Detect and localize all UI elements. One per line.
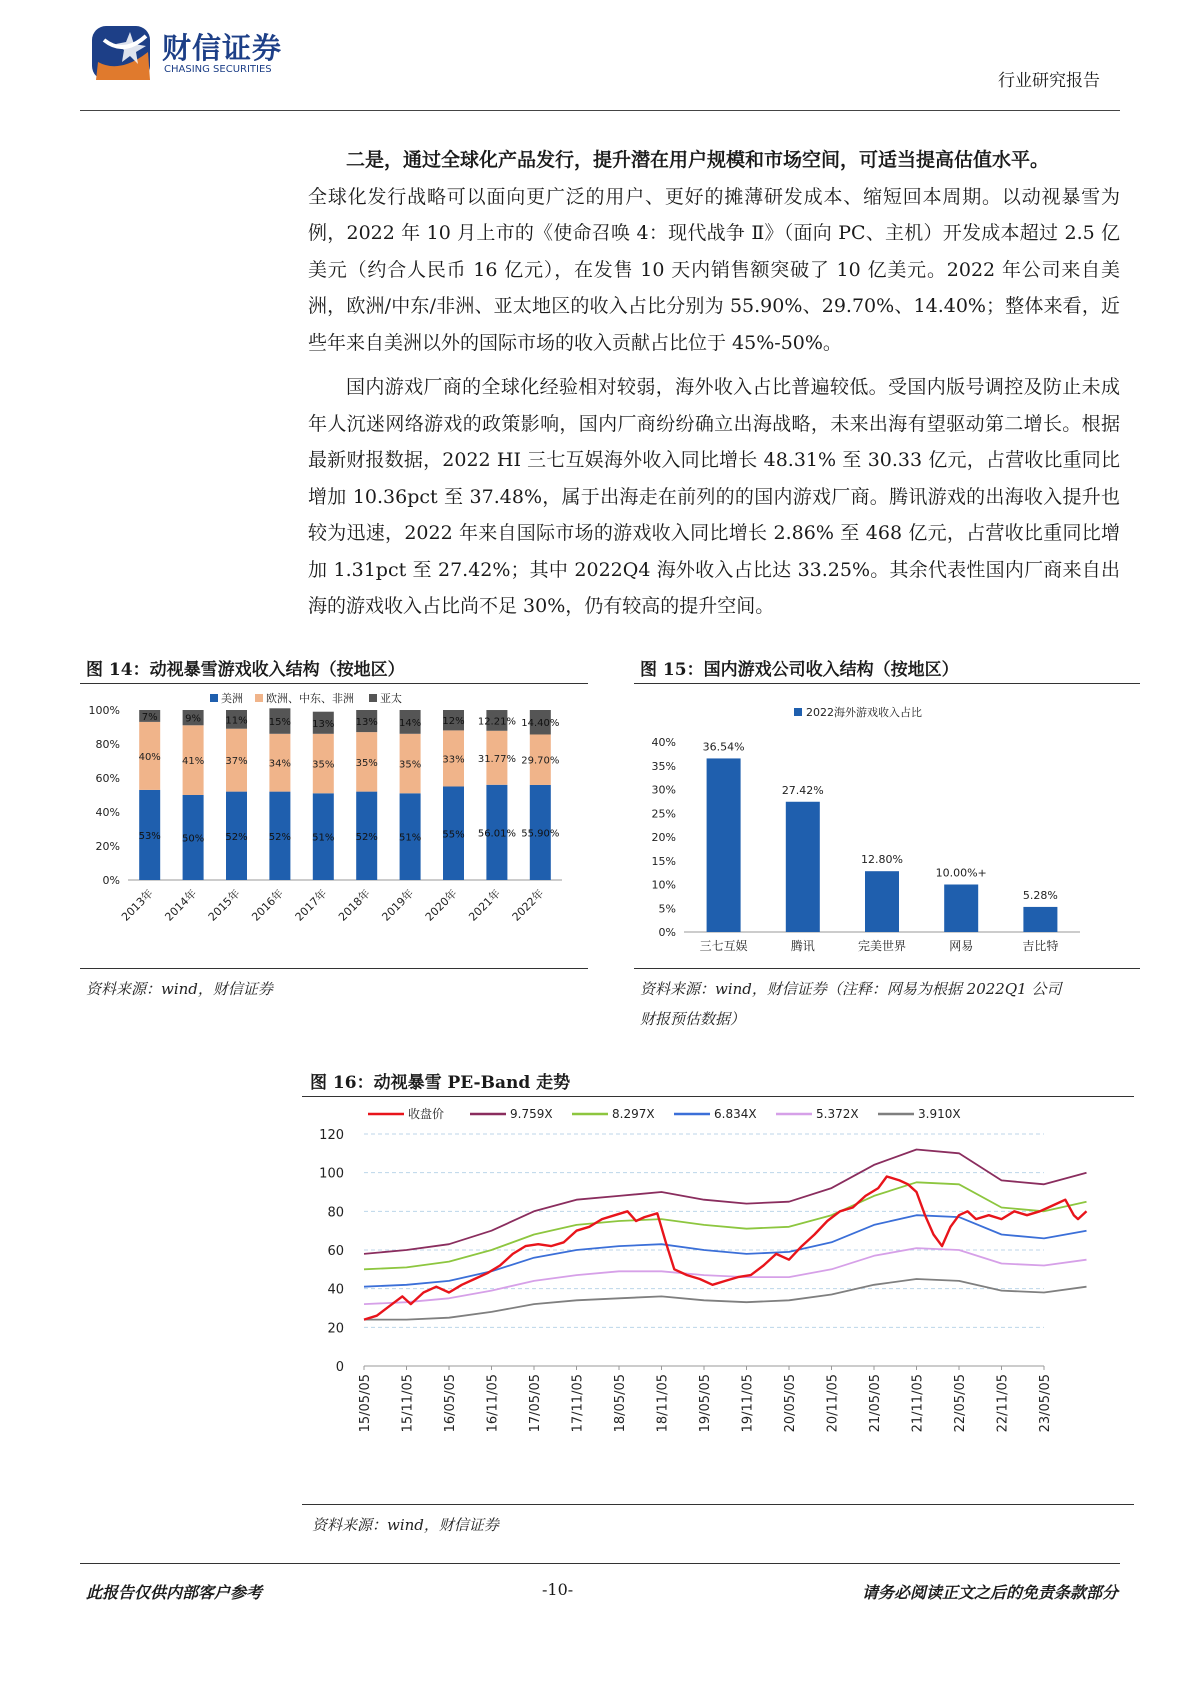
fig16-title: 图 16：动视暴雪 PE-Band 走势 bbox=[310, 1073, 571, 1093]
footer-right: 请务必阅读正文之后的免责条款部分 bbox=[861, 1583, 1118, 1602]
fig15-x-tick: 吉比特 bbox=[1022, 939, 1059, 953]
fig15-title: 图 15：国内游戏公司收入结构（按地区） bbox=[640, 660, 959, 680]
fig15-data-label: 5.28% bbox=[1022, 888, 1058, 902]
fig15-top-rule bbox=[634, 683, 1140, 684]
fig14-data-label: 55.90% bbox=[521, 828, 560, 840]
fig14-x-tick: 2019年 bbox=[379, 886, 417, 924]
fig14-data-label: 13% bbox=[355, 717, 378, 729]
fig14-legend-label: 亚太 bbox=[380, 692, 402, 705]
fig15-source-line2: 财报预估数据） bbox=[640, 1010, 746, 1028]
body-text bbox=[308, 142, 1120, 625]
fig14-data-label: 33% bbox=[442, 754, 465, 766]
fig16-legend-label: 6.834X bbox=[714, 1107, 757, 1121]
fig15-x-tick: 完美世界 bbox=[857, 939, 907, 953]
para2: 国内游戏厂商的全球化经验相对较弱，海外收入占比普遍较低。受国内版号调控及防止未成年人沉迷网络游戏的政策影响，国内厂商纷纷确立出海战略，未来出海有望驱动第二增长。根据最新财报数据，2022 HI 三七互娱海外收入同比增长 48.31% 至 30.33 亿元，占营收比重同比增加 10.36pct 至 37.48%，属于出海走在前列的的国内游戏厂商。腾讯游戏的出海收入提升也较为迅速，2022 年来自国际市场的游戏收入同比增长 2.86% 至 468 亿元，占营收比重同比增加 1.31pct 至 27.42%；其中 2022Q4 海外收入占比达 33.25%。其余代表性国内厂商来自出海的游戏收入占比尚不足 30%，仍有较高的提升空间。 bbox=[308, 376, 1120, 617]
fig16-x-tick: 19/11/05 bbox=[740, 1374, 756, 1433]
fig15-x-tick: 腾讯 bbox=[790, 939, 815, 953]
fig16-y-tick: 120 bbox=[319, 1128, 344, 1143]
fig16-y-tick: 60 bbox=[327, 1244, 344, 1259]
header-rule bbox=[80, 110, 1120, 111]
fig15-y-tick: 30% bbox=[651, 783, 676, 797]
fig14-bottom-rule bbox=[80, 968, 588, 969]
fig15-y-tick: 25% bbox=[651, 807, 676, 821]
footer-rule bbox=[80, 1563, 1120, 1564]
fig15-bar bbox=[1023, 907, 1057, 932]
fig15-data-label: 12.80% bbox=[861, 853, 903, 867]
fig15-y-tick: 0% bbox=[658, 926, 676, 939]
fig15-y-tick: 10% bbox=[651, 878, 676, 892]
fig16-legend-label: 5.372X bbox=[816, 1107, 859, 1121]
fig16-x-tick: 16/11/05 bbox=[485, 1374, 501, 1433]
fig16-y-tick: 0 bbox=[335, 1360, 344, 1375]
fig14-x-tick: 2014年 bbox=[162, 886, 200, 924]
para1-lead: 二是，通过全球化产品发行，提升潜在用户规模和市场空间，可适当提高估值水平。 bbox=[346, 149, 1050, 171]
fig15-y-tick: 35% bbox=[651, 759, 676, 773]
fig16-x-tick: 22/11/05 bbox=[995, 1374, 1011, 1433]
fig14-data-label: 12% bbox=[442, 716, 465, 728]
fig15-bar bbox=[944, 885, 978, 933]
fig14-data-label: 52% bbox=[268, 831, 292, 843]
fig14-data-label: 51% bbox=[312, 832, 335, 844]
fig14-data-label: 9% bbox=[185, 713, 202, 725]
fig16-x-tick: 20/11/05 bbox=[825, 1374, 841, 1433]
report-type: 行业研究报告 bbox=[998, 71, 1100, 91]
fig14-data-label: 52% bbox=[225, 831, 248, 843]
fig16-y-tick: 20 bbox=[327, 1321, 344, 1337]
fig16-x-tick: 21/05/05 bbox=[868, 1374, 883, 1433]
fig16-x-tick: 23/05/05 bbox=[1038, 1374, 1053, 1433]
fig16-chart bbox=[302, 1100, 1134, 1498]
fig16-source: 资料来源：wind，财信证券 bbox=[312, 1516, 499, 1534]
fig14-x-tick: 2013年 bbox=[119, 886, 156, 924]
fig14-data-label: 13% bbox=[312, 718, 335, 730]
fig16-x-tick: 20/05/05 bbox=[783, 1374, 798, 1433]
fig15-data-label: 36.54% bbox=[702, 740, 745, 754]
fig14-top-rule bbox=[80, 683, 588, 684]
fig16-bottom-rule bbox=[302, 1504, 1134, 1505]
footer-left: 此报告仅供内部客户参考 bbox=[86, 1583, 263, 1602]
fig14-y-tick: 0% bbox=[102, 874, 120, 887]
fig14-data-label: 29.70% bbox=[521, 755, 560, 767]
fig16-legend-label: 8.297X bbox=[612, 1107, 655, 1121]
fig14-x-tick: 2018年 bbox=[336, 886, 373, 924]
fig14-legend-swatch bbox=[255, 694, 263, 702]
fig14-data-label: 40% bbox=[138, 751, 161, 763]
fig16-x-tick: 19/05/05 bbox=[698, 1374, 713, 1433]
fig14-title: 图 14：动视暴雪游戏收入结构（按地区） bbox=[86, 660, 405, 680]
company-logo-icon bbox=[90, 22, 154, 82]
fig14-data-label: 11% bbox=[225, 715, 248, 727]
fig14-data-label: 14% bbox=[398, 717, 422, 729]
para1: 全球化发行战略可以面向更广泛的用户、更好的摊薄研发成本、缩短回本周期。以动视暴雪为例，2022 年 10 月上市的《使命召唤 4：现代战争 Ⅱ》（面向 PC、主机）开发成本超过 2.5 亿美元（约合人民币 16 亿元），在发售 10 天内销售额突破了 10 亿美元。2022 年公司来自美洲，欧洲/中东/非洲、亚太地区的收入占比分别为 55.90%、29.70%、14.40%；整体来看，近些年来自美洲以外的国际市场的收入贡献占比位于 45%-50%。 bbox=[308, 185, 1120, 354]
fig14-legend-label: 美洲 bbox=[221, 692, 243, 705]
fig15-bar bbox=[707, 758, 741, 932]
fig14-data-label: 31.77% bbox=[477, 753, 516, 765]
fig16-x-tick: 18/05/05 bbox=[613, 1374, 628, 1433]
fig16-y-tick: 40 bbox=[327, 1282, 344, 1298]
fig14-y-tick: 20% bbox=[95, 840, 120, 853]
fig14-data-label: 12.21% bbox=[477, 716, 516, 728]
fig16-x-tick: 22/05/05 bbox=[953, 1374, 968, 1433]
fig16-x-tick: 17/05/05 bbox=[528, 1374, 543, 1433]
fig15-bar bbox=[786, 802, 820, 932]
fig14-data-label: 51% bbox=[398, 832, 422, 844]
fig14-data-label: 35% bbox=[312, 759, 335, 771]
fig14-data-label: 35% bbox=[355, 757, 378, 769]
fig16-y-tick: 100 bbox=[319, 1166, 344, 1182]
fig16-legend-label: 3.910X bbox=[918, 1107, 961, 1121]
fig14-x-tick: 2016年 bbox=[249, 886, 287, 924]
fig15-bar bbox=[865, 871, 899, 932]
fig14-data-label: 7% bbox=[141, 711, 158, 723]
fig14-legend-swatch bbox=[210, 694, 218, 702]
page-number: -10- bbox=[542, 1580, 574, 1599]
fig16-x-tick: 17/11/05 bbox=[570, 1374, 586, 1433]
fig14-data-label: 41% bbox=[181, 756, 205, 768]
fig15-y-tick: 5% bbox=[658, 902, 676, 916]
fig14-y-tick: 80% bbox=[95, 738, 120, 751]
fig15-chart bbox=[634, 688, 1140, 960]
fig14-data-label: 35% bbox=[398, 759, 422, 771]
fig15-x-tick: 网易 bbox=[949, 939, 974, 953]
fig14-x-tick: 2017年 bbox=[292, 886, 330, 924]
fig14-data-label: 37% bbox=[225, 756, 248, 768]
company-name-en: CHASING SECURITIES bbox=[164, 64, 272, 75]
fig15-bottom-rule bbox=[634, 968, 1140, 969]
fig14-x-tick: 2022年 bbox=[509, 886, 547, 924]
fig16-x-tick: 15/11/05 bbox=[400, 1374, 416, 1433]
header bbox=[80, 20, 1120, 110]
fig14-source: 资料来源：wind，财信证券 bbox=[86, 980, 273, 998]
fig15-y-tick: 40% bbox=[651, 736, 676, 749]
fig16-series-line bbox=[364, 1150, 1087, 1254]
fig15-y-tick: 15% bbox=[651, 854, 676, 868]
fig15-legend-label: 2022海外游戏收入占比 bbox=[806, 706, 922, 719]
fig14-data-label: 50% bbox=[181, 833, 205, 845]
fig16-x-tick: 15/05/05 bbox=[358, 1374, 373, 1433]
fig14-legend-swatch bbox=[369, 694, 377, 702]
fig14-legend-label: 欧洲、中东、非洲 bbox=[266, 692, 354, 705]
fig14-y-tick: 40% bbox=[95, 806, 120, 819]
fig15-y-tick: 20% bbox=[651, 831, 676, 844]
fig14-data-label: 14.40% bbox=[521, 718, 560, 730]
fig16-legend-label: 9.759X bbox=[510, 1107, 553, 1121]
fig14-y-tick: 100% bbox=[88, 704, 120, 717]
fig14-x-tick: 2020年 bbox=[422, 886, 460, 924]
fig14-data-label: 52% bbox=[355, 831, 378, 843]
fig16-x-tick: 18/11/05 bbox=[655, 1374, 671, 1433]
fig14-data-label: 55% bbox=[442, 829, 465, 841]
company-name-cn: 财信证券 bbox=[162, 31, 283, 65]
fig14-data-label: 34% bbox=[268, 758, 292, 770]
fig14-chart bbox=[80, 688, 588, 960]
fig15-x-tick: 三七互娱 bbox=[699, 939, 748, 953]
fig16-x-tick: 21/11/05 bbox=[910, 1374, 926, 1433]
fig14-data-label: 15% bbox=[268, 717, 292, 729]
fig15-data-label: 10.00%+ bbox=[935, 866, 987, 880]
fig16-top-rule bbox=[302, 1096, 1134, 1097]
fig15-source-line1: 资料来源：wind，财信证券（注释：网易为根据 2022Q1 公司 bbox=[640, 980, 1062, 998]
fig16-x-tick: 16/05/05 bbox=[443, 1374, 458, 1433]
fig16-legend-label: 收盘价 bbox=[408, 1107, 445, 1121]
fig16-series-line bbox=[364, 1279, 1087, 1320]
fig16-series-line bbox=[364, 1177, 1087, 1320]
fig16-y-tick: 80 bbox=[327, 1205, 344, 1221]
fig15-legend-swatch bbox=[794, 708, 802, 716]
fig14-x-tick: 2021年 bbox=[466, 886, 504, 924]
fig14-x-tick: 2015年 bbox=[205, 886, 243, 924]
fig14-data-label: 53% bbox=[138, 830, 161, 842]
fig15-data-label: 27.42% bbox=[781, 783, 824, 797]
fig14-data-label: 56.01% bbox=[477, 828, 516, 840]
fig14-y-tick: 60% bbox=[95, 772, 120, 785]
